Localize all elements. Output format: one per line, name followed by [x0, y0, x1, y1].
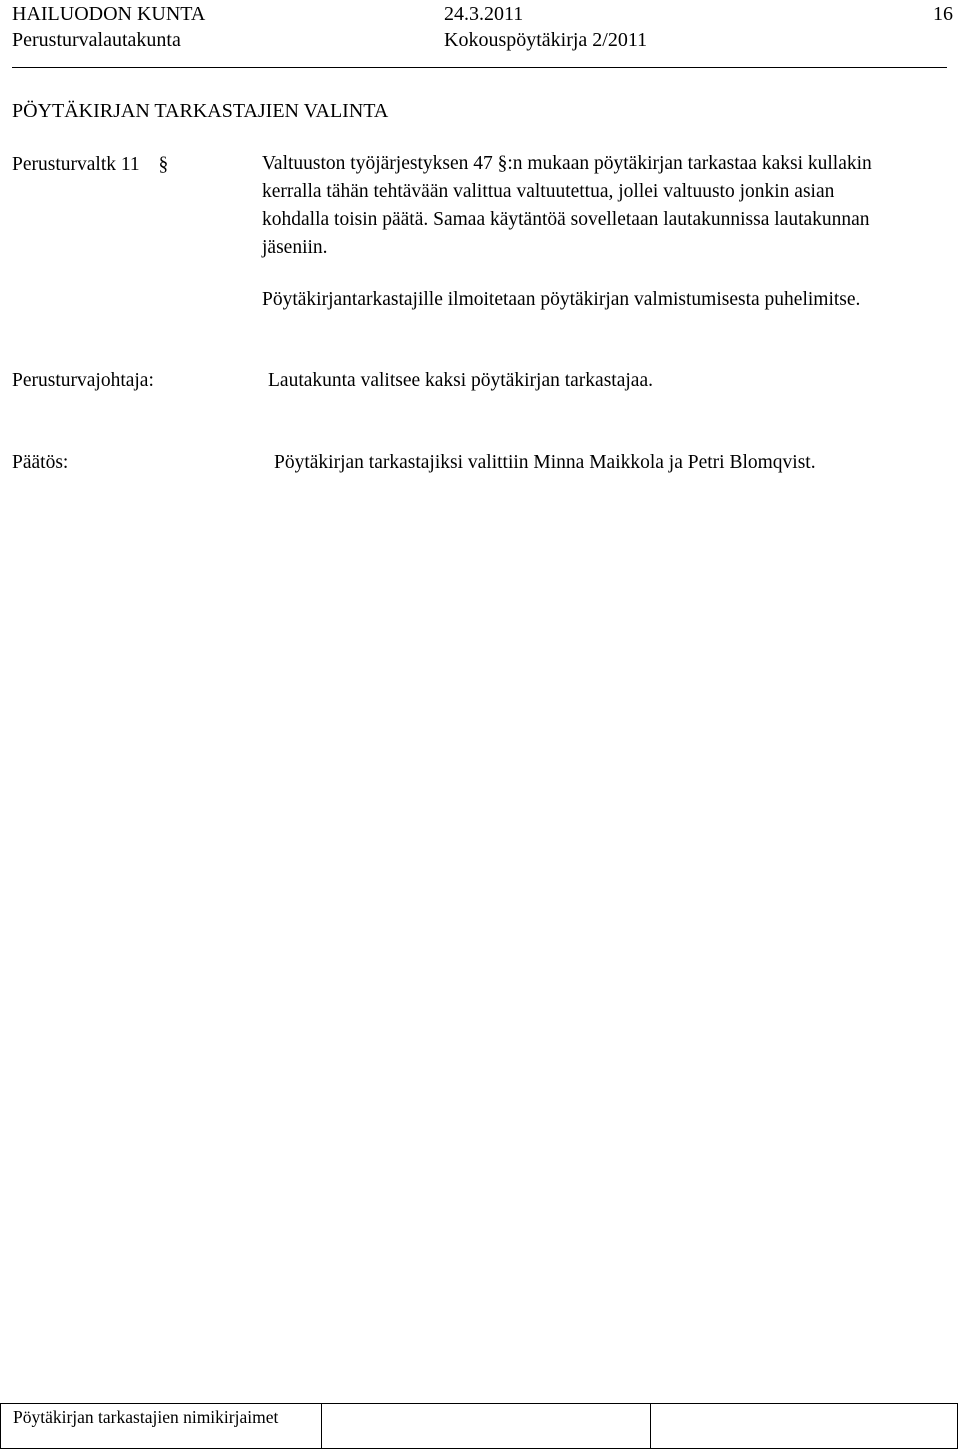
section-symbol: § [158, 154, 169, 175]
body-paragraph-2: Pöytäkirjantarkastajille ilmoitetaan pöytäkirjan valmistumisesta puhelimitse. [262, 289, 861, 310]
signature-label: Pöytäkirjan tarkastajien nimikirjaimet [1, 1404, 322, 1449]
section-reference-label: Perusturvaltk 11 [12, 154, 140, 175]
signature-box-2 [651, 1404, 958, 1449]
municipality-name: HAILUODON KUNTA [12, 3, 206, 25]
section-heading: PÖYTÄKIRJAN TARKASTAJIEN VALINTA [12, 100, 389, 122]
section-reference [12, 153, 168, 177]
decision-text: Pöytäkirjan tarkastajiksi valittiin Minna Maikkola ja Petri Blomqvist. [274, 452, 816, 473]
meeting-date: 24.3.2011 [444, 3, 524, 25]
signature-row [1, 1404, 958, 1449]
body-paragraph-1: Valtuuston työjärjestyksen 47 §:n mukaan pöytäkirjan tarkastaa kaksi kullakin kerralla tähän tehtävään valittua valtuutettua, jollei valtuusto jonkin asian kohdalla toisin päätä. Samaa käytäntöä sovelletaan lautakunnissa lautakunnan jäseniin. [262, 153, 872, 258]
signature-table [0, 1403, 958, 1449]
proposal-label: Perusturvajohtaja: [12, 370, 154, 391]
proposal-text: Lautakunta valitsee kaksi pöytäkirjan tarkastajaa. [268, 370, 653, 391]
board-name: Perusturvalautakunta [12, 29, 181, 51]
minutes-number: Kokouspöytäkirja 2/2011 [444, 29, 648, 51]
decision-label: Päätös: [12, 452, 69, 473]
page-number: 16 [933, 3, 953, 25]
header-divider [12, 67, 947, 68]
signature-box-1 [322, 1404, 651, 1449]
